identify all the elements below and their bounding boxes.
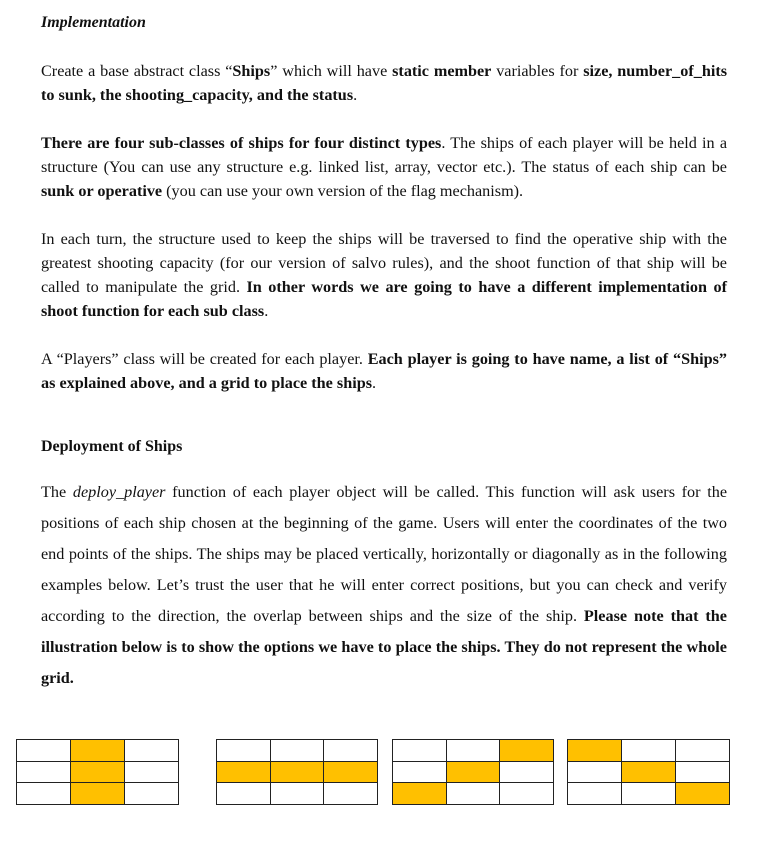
grid-cell xyxy=(125,783,179,805)
bold-text: static member xyxy=(392,62,492,80)
text: (you can use your own version of the flag mechanism). xyxy=(162,182,524,200)
grid-cell xyxy=(125,762,179,784)
grid-cell xyxy=(217,740,271,762)
ship-cell xyxy=(271,762,325,784)
grid-cell xyxy=(324,740,378,762)
grid-cell xyxy=(271,783,325,805)
paragraph-turns xyxy=(41,227,727,323)
ship-cell xyxy=(217,762,271,784)
grid-cell xyxy=(447,783,501,805)
text: . xyxy=(372,374,377,392)
ship-cell xyxy=(676,783,730,805)
ship-cell xyxy=(71,740,125,762)
grid-cell xyxy=(125,740,179,762)
paragraph-base-class xyxy=(41,59,727,107)
grid-cell xyxy=(217,783,271,805)
text: The xyxy=(41,483,73,501)
grid-cell xyxy=(622,783,676,805)
grid-illustration-diagonal-up xyxy=(392,739,554,805)
text: . xyxy=(353,86,358,104)
ship-cell xyxy=(500,740,554,762)
ship-cell xyxy=(447,762,501,784)
bold-text: Please note that the illustration below is to show the options we have to place the ships. They do not represent the whole grid. xyxy=(41,607,727,687)
text: function of each player object will be called. This function will ask users for the positions of each ship chosen at the beginning of the game. Users will enter the coordinates of the two end points of the ships. The ships may be placed vertically, horizontally or diagonally as in the following examples below. Let’s trust the user that he will enter correct positions, but you can check and verify according to the direction, the overlap between ships and the size of the ship. xyxy=(41,483,727,625)
paragraph-deployment xyxy=(41,477,727,694)
grid-illustration-horizontal xyxy=(216,739,378,805)
bold-text: There are four sub-classes of ships for four distinct types xyxy=(41,134,442,152)
text: A “Players” class will be created for each player. xyxy=(41,350,368,368)
bold-text: Each player is going to have name, a list of “Ships” as explained above, and a grid to place the ships xyxy=(41,350,727,392)
grid-cell xyxy=(568,783,622,805)
ship-cell xyxy=(324,762,378,784)
text: variables for xyxy=(491,62,584,80)
grid-cell xyxy=(17,783,71,805)
text: . xyxy=(264,302,269,320)
grid-cell xyxy=(500,783,554,805)
grid-cell xyxy=(324,783,378,805)
grid-illustration-vertical xyxy=(16,739,179,805)
section-heading-deployment: Deployment of Ships xyxy=(41,438,183,455)
ship-cell xyxy=(568,740,622,762)
bold-text: sunk or operative xyxy=(41,182,163,200)
ship-cell xyxy=(622,762,676,784)
grid-cell xyxy=(17,762,71,784)
grid-cell xyxy=(676,740,730,762)
bold-text: size, number_of_hits to sunk, the shooting_capacity, and the status xyxy=(41,62,728,104)
bold-text: Ships xyxy=(232,62,271,80)
grid-cell xyxy=(676,762,730,784)
paragraph-subclasses xyxy=(41,131,727,203)
grid-cell xyxy=(271,740,325,762)
italic-function-name: deploy_player xyxy=(72,483,166,501)
section-heading-implementation: Implementation xyxy=(41,14,146,31)
grid-illustration-diagonal-down xyxy=(567,739,730,805)
grid-cell xyxy=(447,740,501,762)
text: In each turn, the structure used to keep the ships will be traversed to find the operative ship with the greatest shooting capacity (for our version of salvo rules), and the shoot function of that ship will be called to manipulate the grid. xyxy=(41,230,727,296)
grid-cell xyxy=(568,762,622,784)
text: . The ships of each player will be held in a structure (You can use any structure e.g. linked list, array, vector etc.). The status of each ship can be xyxy=(41,134,728,176)
text: ” which will have xyxy=(270,62,393,80)
text: Create a base abstract class “ xyxy=(41,62,233,80)
ship-cell xyxy=(393,783,447,805)
grid-cell xyxy=(393,762,447,784)
bold-text: In other words we are going to have a different implementation of shoot function for each sub class xyxy=(41,278,727,320)
grid-cell xyxy=(622,740,676,762)
ship-cell xyxy=(71,762,125,784)
paragraph-players xyxy=(41,347,727,395)
grid-cell xyxy=(17,740,71,762)
grid-cell xyxy=(500,762,554,784)
grid-cell xyxy=(393,740,447,762)
ship-cell xyxy=(71,783,125,805)
